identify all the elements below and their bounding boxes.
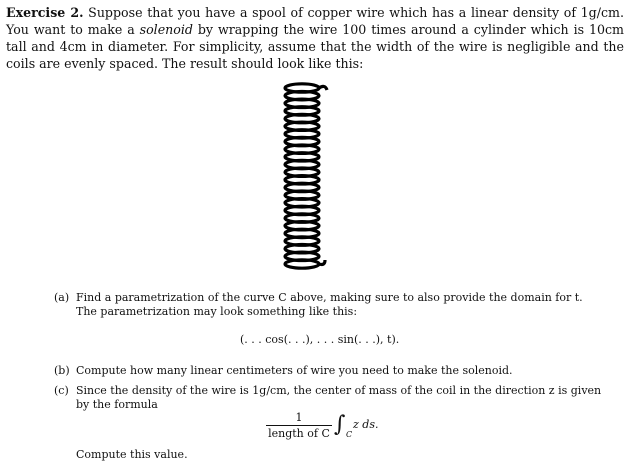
- part-b-label: (b): [54, 364, 70, 377]
- part-c-label: (c): [54, 384, 69, 397]
- integrand: z ds.: [353, 418, 379, 431]
- part-c-line1: Since the density of the wire is 1g/cm, the center of mass of the coil in the direction z is given: [76, 384, 602, 397]
- part-b: [54, 364, 614, 380]
- part-a: [54, 291, 614, 323]
- exercise-heading: Exercise 2.: [6, 5, 84, 20]
- integral-sign: ∫: [334, 412, 346, 437]
- coil-loop: [285, 260, 319, 268]
- intro-text-2: by wrapping the wire 100 times around a cylinder which is 10cm tall and 4cm in diameter. For simplicity, assume that the width of the wire is negligible and the coils are evenly spaced. The result should look like this:: [6, 22, 624, 71]
- intro-text-1: Suppose that you have a spool of copper wire which has a linear density of 1g/cm. You want to make a: [6, 5, 624, 37]
- part-a-label: (a): [54, 291, 70, 304]
- part-b-line1: Compute how many linear centimeters of wire you need to make the solenoid.: [76, 364, 513, 377]
- solenoid-figure: [278, 82, 330, 270]
- coil-loops: [285, 84, 327, 268]
- part-a-line1: Find a parametrization of the curve C above, making sure to also provide the domain for t.: [76, 291, 583, 304]
- fraction-bar: [266, 425, 332, 426]
- part-c-line2: by the formula: [76, 398, 158, 411]
- exercise-intro: [6, 4, 624, 72]
- center-of-mass-fraction: [266, 411, 332, 440]
- solenoid-term: solenoid: [139, 22, 193, 37]
- parametrization-formula: (. . . cos(. . .), . . . sin(. . .), t).: [240, 333, 400, 346]
- part-a-line2: The parametrization may look something like this:: [76, 305, 358, 318]
- part-c-final: [76, 448, 376, 464]
- part-c-line3: Compute this value.: [76, 448, 188, 461]
- fraction-denominator: length of C: [268, 427, 330, 440]
- fraction-numerator: 1: [295, 411, 303, 424]
- integral-subscript: C: [346, 430, 353, 439]
- coil-top-lead: [319, 86, 327, 90]
